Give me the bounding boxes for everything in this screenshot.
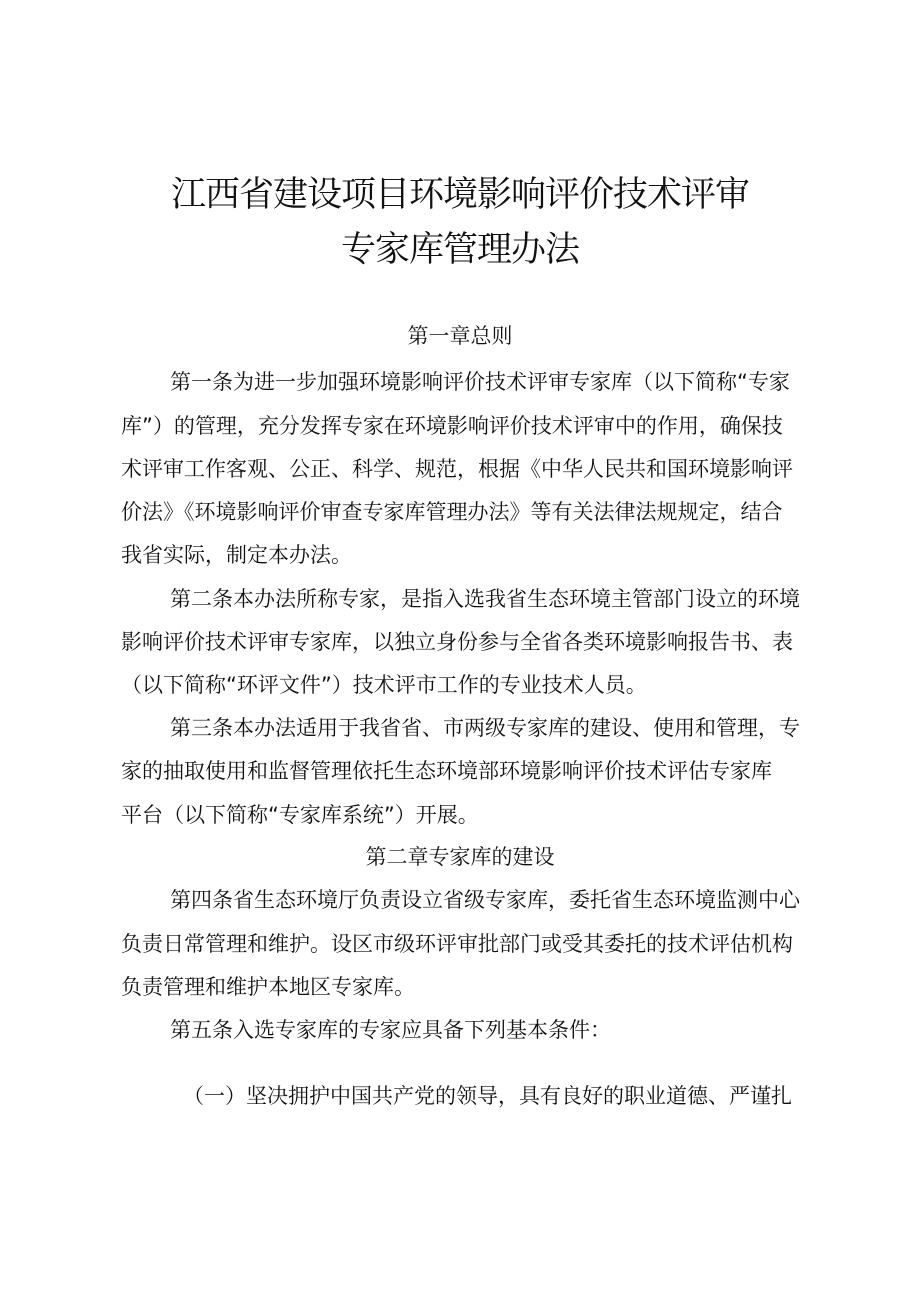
article-3-line-1: 第三条本办法适用于我省省、市两级专家库的建设、使用和管理，专 [170,716,800,740]
article-3-line-2: 家的抽取使用和监督管理依托生态环境部环境影响评价技术评估专家库 [121,759,772,783]
article-2-line-1: 第二条本办法所称专家，是指入选我省生态环境主管部门设立的环境 [170,587,800,611]
article-4-line-3: 负责管理和维护本地区专家库。 [121,975,415,999]
article-3-line-3: 平台（以下简称“专家库系统”）开展。 [121,803,479,827]
item-1-line-1: （一）坚决拥护中国共产党的领导，具有良好的职业道德、严谨扎 [183,1084,792,1108]
article-2-line-2: 影响评价技术评审专家库，以独立身份参与全省各类环境影响报告书、表 [121,630,793,654]
document-title-line-2: 专家库管理办法 [340,230,579,270]
article-1-line-1: 第一条为进一步加强环境影响评价技术评审专家库（以下简称“专家 [170,370,790,394]
chapter-heading-2: 第二章专家库的建设 [365,845,555,869]
article-1-line-4: 价法》《环境影响评价审查专家库管理办法》等有关法律法规规定，结合 [121,500,783,524]
article-1-line-5: 我省实际，制定本办法。 [121,543,352,567]
article-1-line-3: 术评审工作客观、公正、科学、规范，根据《中华人民共和国环境影响评 [121,457,793,481]
article-4-line-1: 第四条省生态环境厅负责设立省级专家库，委托省生态环境监测中心 [170,888,800,912]
chapter-heading-1: 第一章总则 [407,324,513,348]
document-title-line-1: 江西省建设项目环境影响评价技术评审 [170,175,749,215]
article-4-line-2: 负责日常管理和维护。设区市级环评审批部门或受其委托的技术评估机构 [121,932,793,956]
article-1-line-2: 库”）的管理，充分发挥专家在环境影响评价技术评审中的作用，确保技 [121,414,783,438]
article-2-line-3: （以下简称“环评文件”）技术评市工作的专业技术人员。 [121,673,647,697]
article-5-line-1: 第五条入选专家库的专家应具备下列基本条件： [170,1018,611,1042]
